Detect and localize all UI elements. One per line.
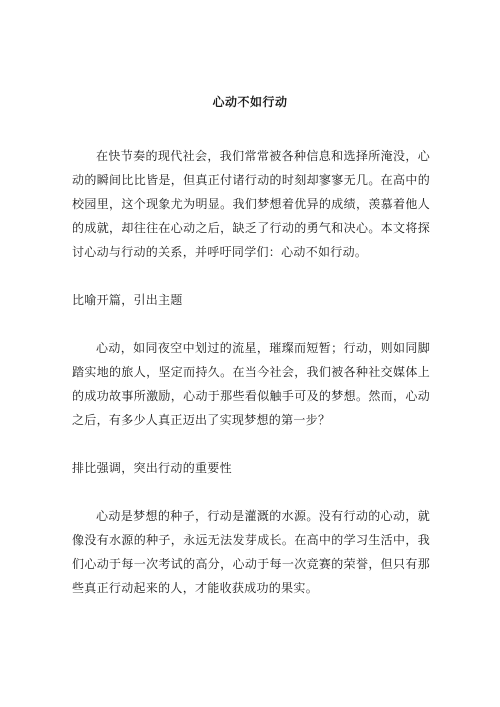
section-heading: 比喻开篇，引出主题 bbox=[72, 293, 183, 307]
document-body bbox=[72, 144, 430, 600]
section-heading: 排比强调，突出行动的重要性 bbox=[72, 461, 232, 475]
intro-paragraph: 在快节奏的现代社会，我们常常被各种信息和选择所淹没，心动的瞬间比比皆是，但真正付诸行动的时刻却寥寥无几。在高中的校园里，这个现象尤为明显。我们梦想着优异的成绩，羡慕着他人的成就，却往往在心动之后，缺乏了行动的勇气和决心。本文将探讨心动与行动的关系，并呼吁同学们：心动不如行动。 bbox=[72, 149, 430, 259]
document-title: 心动不如行动 bbox=[212, 95, 288, 109]
body-paragraph: 心动，如同夜空中划过的流星，璀璨而短暂；行动，则如同脚踏实地的旅人，坚定而持久。在当今社会，我们被各种社交媒体上的成功故事所激励，心动于那些看似触手可及的梦想。然而，心动之后，有多少人真正迈出了实现梦想的第一步？ bbox=[72, 341, 430, 427]
body-paragraph: 心动是梦想的种子，行动是灌溉的水源。没有行动的心动，就像没有水源的种子，永远无法发芽成长。在高中的学习生活中，我们心动于每一次考试的高分，心动于每一次竞赛的荣誉，但只有那些真正行动起来的人，才能收获成功的果实。 bbox=[72, 509, 430, 595]
